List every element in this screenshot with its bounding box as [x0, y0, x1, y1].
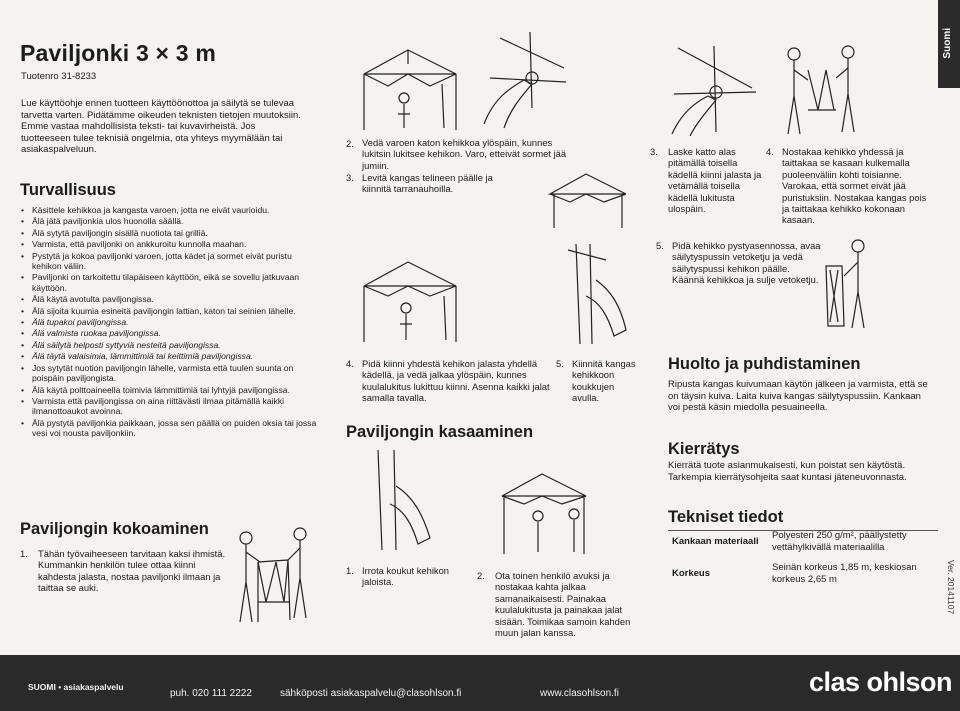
recycling-text: Kierrätä tuote asianmukaisesti, kun poistat sen käytöstä. Tarkempia kierrätysohjeita saat kuntasi jäteneuvonnasta.	[668, 460, 907, 483]
assembly-step2-text: Vedä varoen katon kehikkoa ylöspäin, kunnes lukitsin lukitsee kehikon. Varo, etteivät sormet jää jumiin.	[362, 137, 567, 171]
lower-roof-illustration	[668, 42, 760, 138]
disassembly-heading: Paviljongin kasaaminen	[346, 423, 534, 441]
footer-email: sähköposti asiakaspalvelu@clasohlson.fi	[280, 688, 462, 699]
disassembly-step2-text: Ota toinen henkilö avuksi ja nostakaa kahta jalkaa samanaikaisesti. Painakaa kuulalukitusta ja painakaa jalat sisään. Toimikaa samoin kahden muun jalan kanssa.	[495, 570, 631, 639]
disassembly-step1-number: 1.	[346, 565, 354, 576]
safety-item: • Varmista, että paviljonki on ankkuroitu kunnolla maahan.	[20, 239, 320, 249]
assembly-step1-number: 1.	[20, 548, 28, 559]
hook-attach-hand-illustration	[556, 240, 632, 348]
footer-country: SUOMI • asiakaspalvelu	[28, 682, 124, 692]
fold-frame-together-illustration	[778, 40, 862, 138]
safety-item: • Älä jätä paviljonkia ulos huonolla säällä.	[20, 216, 320, 226]
safety-item: • Käsittele kehikkoa ja kangasta varoen, jotta ne eivät vaurioidu.	[20, 205, 320, 215]
product-number: Tuotenro 31-8233	[21, 71, 97, 82]
specs-value-material: Polyesteri 250 g/m², päällystetty vettähylkivällä materiaalilla	[772, 530, 907, 553]
canopy-frame-illustration-2	[358, 256, 462, 348]
language-tab: Suomi	[938, 0, 960, 88]
assembly-heading: Paviljongin kokoaminen	[20, 520, 209, 538]
recycling-heading: Kierrätys	[668, 440, 740, 458]
safety-item: • Paviljonki on tarkoitettu tilapäiseen käyttöön, eikä se sovellu jatkuvaan käyttöön.	[20, 272, 320, 293]
safety-item: • Jos sytytät nuotion paviljongin lähelle, varmista että tuulen suunta on poispäin paviljongista.	[20, 363, 320, 384]
assembly-step4-text: Pidä kiinni yhdestä kehikon jalasta yhdellä kädellä, ja vedä jalkaa ylöspäin, kunnes kuulalukitus lukittuu kiinni. Asenna kaikki jalat samalla tavalla.	[362, 358, 550, 404]
safety-heading: Turvallisuus	[20, 181, 116, 199]
intro-text: Lue käyttöohje ennen tuotteen käyttöönottoa ja säilytä se tulevaa tarvetta varten. Pidätämme oikeuden teknisten tietojen muutoksiin. Emme vastaa mahdollisista teksti- tai kuvavirheistä. Jos tuotteeseen tulee teknisiä ongelmia, ota yhteys myymälään tai asiakaspalveluun.	[21, 98, 301, 156]
assembly-step4-number: 4.	[346, 358, 354, 369]
page-title: Paviljonki 3 × 3 m	[20, 40, 217, 66]
care-text: Ripusta kangas kuivumaan käytön jälkeen ja varmista, että se on täysin kuiva. Laita kuiva kangas säilytyspussiin. Kankaan voi pestä käsin miedolla pesuaineella.	[668, 379, 928, 414]
safety-item: • Varmista että paviljongissa on aina riittävästi ilmaa pitämällä kaikki ilmanottoaukot avoinna.	[20, 396, 320, 417]
footer-bar	[0, 655, 960, 711]
assembly-step1-text: Tähän työvaiheeseen tarvitaan kaksi ihmistä. Kummankin henkilön tulee ottaa kiinni kahdesta jalasta, nostaa paviljonki ilmaan ja taittaa se auki.	[38, 548, 226, 594]
safety-item: • Älä tupakoi paviljongissa.	[20, 317, 320, 327]
assembly-step3-text: Levitä kangas telineen päälle ja kiinnitä tarranauhoilla.	[362, 172, 493, 195]
assembly-step2-number: 2.	[346, 138, 354, 149]
canopy-cover-illustration	[546, 170, 630, 234]
disassembly-step4-number: 4.	[766, 146, 774, 157]
footer-phone: puh. 020 111 2222	[170, 688, 252, 699]
version-label: Ver. 20141107	[946, 560, 956, 615]
disassembly-step3-number: 3.	[650, 146, 658, 157]
canopy-frame-illustration-1	[358, 44, 462, 136]
disassembly-step5-text: Pidä kehikko pystyasennossa, avaa säilytyspussin vetoketju ja vedä säilytyspussi kehikon päälle. Käännä kehikkoa ja sulje vetoketju.	[672, 240, 821, 286]
disassembly-step3-text: Laske katto alas pitämällä toisella kädellä kiinni jalasta ja vetämällä toisella kädellä lukitusta ulospäin.	[668, 146, 762, 215]
specs-heading: Tekniset tiedot	[668, 508, 784, 526]
specs-label-material: Kankaan materiaali	[672, 536, 759, 547]
unfold-frame-illustration	[228, 522, 328, 634]
safety-item: • Älä käytä avotulta paviljongissa.	[20, 294, 320, 304]
safety-list	[20, 205, 320, 440]
disassembly-step2-number: 2.	[477, 570, 485, 581]
assembly-step5-number: 5.	[556, 358, 564, 369]
disassembly-step1-text: Irrota koukut kehikon jaloista.	[362, 565, 450, 588]
safety-item: • Älä pystytä paviljonkia paikkaan, jossa sen päällä on puiden oksia tai jossa vesi voi nousta paviljonkiin.	[20, 418, 320, 439]
safety-item: • Älä säilytä helposti syttyviä nesteitä paviljongissa.	[20, 340, 320, 350]
specs-label-height: Korkeus	[672, 568, 711, 579]
safety-item: • Älä täytä valaisimia, lämmittimiä tai keittimiä paviljongissa.	[20, 351, 320, 361]
frame-lock-hand-illustration	[480, 28, 570, 132]
specs-value-height: Seinän korkeus 1,85 m, keskiosan korkeus 2,65 m	[772, 562, 917, 585]
footer-web: www.clasohlson.fi	[540, 688, 619, 699]
remove-hooks-illustration	[360, 446, 440, 554]
safety-item: • Älä käytä polttoaineella toimivia lämmittimiä tai lyhtyjä paviljongissa.	[20, 385, 320, 395]
safety-item: • Pystytä ja kokoa paviljonki varoen, jotta kädet ja sormet eivät puristu kehikon väliin.	[20, 251, 320, 272]
assembly-step3-number: 3.	[346, 172, 354, 183]
storage-bag-illustration	[818, 236, 874, 332]
care-heading: Huolto ja puhdistaminen	[668, 355, 861, 373]
disassembly-step5-number: 5.	[656, 240, 664, 251]
clas-ohlson-logo: clas ohlson	[808, 667, 952, 697]
assembly-step5-text: Kiinnitä kangas kehikkoon koukkujen avulla.	[572, 358, 636, 404]
safety-item: • Älä valmista ruokaa paviljongissa.	[20, 328, 320, 338]
safety-item: • Älä sytytä paviljongin sisällä nuotiota tai grilliä.	[20, 228, 320, 238]
safety-item: • Älä sijoita kuumia esineitä paviljongin lattian, katon tai seinien lähelle.	[20, 306, 320, 316]
disassembly-step4-text: Nostakaa kehikko yhdessä ja taittakaa se kasaan kulkemalla puoleenväliin kohti toisianne. Varokaa, että sormet eivät jää puristuksiin. Nostakaa kangas pois ja taittakaa kehikko kokonaan kasaan.	[782, 146, 927, 226]
fold-legs-illustration	[496, 470, 592, 560]
